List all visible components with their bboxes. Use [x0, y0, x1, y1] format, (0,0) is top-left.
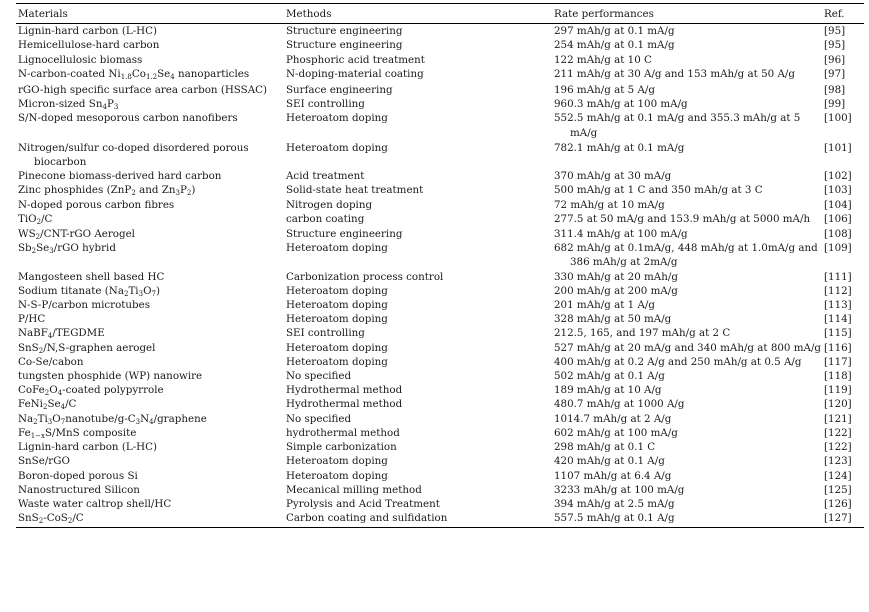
cell-material-text: Mangosteen shell based HC — [18, 270, 165, 283]
cell-method-text: Heteroatom doping — [286, 455, 388, 468]
cell-ref — [824, 83, 864, 97]
table-row — [16, 511, 864, 528]
cell-ref — [824, 284, 864, 298]
cell-material — [16, 24, 286, 38]
cell-method — [286, 355, 554, 369]
cell-material — [16, 284, 286, 298]
cell-rate — [554, 298, 824, 312]
cell-rate-text: 1014.7 mAh/g at 2 A/g — [554, 412, 672, 425]
cell-rate — [554, 24, 824, 38]
cell-rate — [554, 412, 824, 426]
table-row — [16, 383, 864, 397]
cell-ref — [824, 241, 864, 269]
cell-rate — [554, 284, 824, 298]
cell-rate — [554, 326, 824, 340]
cell-rate — [554, 312, 824, 326]
cell-method-text: Heteroatom doping — [286, 355, 388, 368]
cell-rate — [554, 67, 824, 81]
cell-method-text: Heteroatom doping — [286, 141, 388, 154]
cell-method — [286, 426, 554, 440]
cell-material-text: $FeNi_2Se_4/C$ — [18, 398, 77, 412]
cell-material — [16, 227, 286, 241]
cell-material — [16, 469, 286, 483]
cell-rate-text: 211 mAh/g at 30 A/g and 153 mAh/g at 50 A/g — [554, 67, 795, 80]
cell-method-text: Structure engineering — [286, 39, 403, 52]
cell-rate — [554, 483, 824, 497]
cell-rate-text: 557.5 mAh/g at 0.1 A/g — [554, 512, 675, 525]
cell-material — [16, 111, 286, 139]
table-row — [16, 270, 864, 284]
cell-ref-text: [114] — [824, 313, 852, 326]
cell-material — [16, 511, 286, 525]
cell-ref-text: [119] — [824, 384, 852, 397]
cell-method-text: Pyrolysis and Acid Treatment — [286, 497, 440, 510]
cell-method — [286, 169, 554, 183]
cell-method — [286, 270, 554, 284]
cell-method — [286, 312, 554, 326]
cell-method — [286, 83, 554, 97]
cell-rate-text: 330 mAh/g at 20 mAh/g — [554, 270, 678, 283]
cell-rate — [554, 440, 824, 454]
cell-rate-text: 552.5 mAh/g at 0.1 mA/g and 355.3 mAh/g at 5 mA/g — [554, 112, 801, 139]
cell-method-text: Heteroatom doping — [286, 469, 388, 482]
cell-rate — [554, 497, 824, 511]
cell-material-text: P/HC — [18, 313, 46, 326]
cell-ref-text: [127] — [824, 512, 852, 525]
cell-method — [286, 497, 554, 511]
header-ref: Ref. — [824, 8, 845, 20]
cell-material — [16, 397, 286, 411]
cell-method — [286, 212, 554, 226]
cell-method — [286, 198, 554, 212]
table-row — [16, 312, 864, 326]
cell-ref-text: [125] — [824, 483, 852, 496]
table-row — [16, 83, 864, 97]
cell-material — [16, 141, 286, 169]
cell-ref — [824, 270, 864, 284]
cell-ref-text: [118] — [824, 370, 852, 383]
cell-method-text: Heteroatom doping — [286, 112, 388, 125]
cell-ref — [824, 383, 864, 397]
cell-ref-text: [121] — [824, 412, 852, 425]
cell-ref-text: [96] — [824, 53, 846, 66]
table-row — [16, 454, 864, 468]
cell-material-text: Waste water caltrop shell/HC — [18, 497, 172, 510]
table-row — [16, 412, 864, 426]
cell-ref-text: [111] — [824, 270, 852, 283]
cell-material — [16, 369, 286, 383]
table-row — [16, 440, 864, 454]
cell-rate-text: 420 mAh/g at 0.1 A/g — [554, 455, 665, 468]
cell-ref — [824, 141, 864, 169]
cell-material-text: Lignocellulosic biomass — [18, 53, 143, 66]
cell-material — [16, 412, 286, 426]
cell-rate — [554, 383, 824, 397]
cell-method — [286, 483, 554, 497]
cell-material-text: N-S-P/carbon microtubes — [18, 299, 151, 312]
table-row — [16, 38, 864, 52]
cell-rate — [554, 454, 824, 468]
cell-rate — [554, 397, 824, 411]
cell-material — [16, 326, 286, 340]
cell-rate — [554, 169, 824, 183]
cell-method-text: Structure engineering — [286, 228, 403, 241]
cell-method-text: Carbon coating and sulfidation — [286, 512, 448, 525]
table-row — [16, 227, 864, 241]
cell-rate — [554, 97, 824, 111]
cell-rate — [554, 53, 824, 67]
cell-ref-text: [102] — [824, 170, 852, 183]
cell-material — [16, 341, 286, 355]
cell-method — [286, 440, 554, 454]
cell-method — [286, 241, 554, 269]
table-row — [16, 426, 864, 440]
table-row — [16, 497, 864, 511]
table-body — [16, 24, 864, 528]
header-methods: Methods — [286, 8, 332, 20]
cell-material-text: Lignin-hard carbon (L-HC) — [18, 441, 158, 454]
cell-method-text: Structure engineering — [286, 25, 403, 38]
cell-material-text: Hemicellulose-hard carbon — [18, 39, 160, 52]
cell-method — [286, 454, 554, 468]
cell-material-text: $Na_2Ti_3O_7nanotube/g-C_3N_4$/graphene — [18, 412, 207, 426]
cell-rate — [554, 426, 824, 440]
cell-rate-text: 298 mAh/g at 0.1 C — [554, 441, 656, 454]
cell-rate-text: 782.1 mAh/g at 0.1 mA/g — [554, 141, 685, 154]
cell-ref-text: [123] — [824, 455, 852, 468]
cell-ref-text: [112] — [824, 284, 852, 297]
table-row — [16, 483, 864, 497]
cell-ref — [824, 67, 864, 81]
cell-material-text: Co-Se/cabon — [18, 355, 84, 368]
table-row — [16, 169, 864, 183]
cell-method — [286, 469, 554, 483]
cell-material-text: NaBF$_4$/TEGDME — [18, 327, 105, 341]
cell-ref — [824, 111, 864, 139]
cell-rate-text: 527 mAh/g at 20 mA/g and 340 mAh/g at 800 mA/g — [554, 341, 822, 354]
table-row — [16, 326, 864, 340]
cell-rate — [554, 38, 824, 52]
cell-material-text: S/N-doped mesoporous carbon nanofibers — [18, 112, 238, 125]
header-materials: Materials — [18, 8, 68, 20]
table-row — [16, 97, 864, 111]
cell-material-text: SnS$_2$/N,S-graphen aerogel — [18, 341, 156, 355]
cell-method-text: Hydrothermal method — [286, 398, 403, 411]
cell-rate-text: 602 mAh/g at 100 mA/g — [554, 426, 678, 439]
table-row — [16, 67, 864, 83]
cell-method-text: Heteroatom doping — [286, 299, 388, 312]
cell-method-text: Nitrogen doping — [286, 198, 373, 211]
cell-material — [16, 97, 286, 111]
cell-material — [16, 312, 286, 326]
cell-rate-text: 960.3 mAh/g at 100 mA/g — [554, 98, 688, 111]
cell-method — [286, 38, 554, 52]
cell-ref-text: [126] — [824, 497, 852, 510]
cell-material-text: TiO$_2$/C — [18, 212, 53, 226]
cell-method-text: N-doping-material coating — [286, 67, 424, 80]
cell-method-text: Heteroatom doping — [286, 313, 388, 326]
cell-method-text: hydrothermal method — [286, 426, 400, 439]
cell-ref-text: [108] — [824, 228, 852, 241]
cell-material — [16, 383, 286, 397]
cell-material — [16, 454, 286, 468]
cell-ref — [824, 412, 864, 426]
cell-rate — [554, 270, 824, 284]
cell-material-text: Nitrogen/sulfur co-doped disordered porous biocarbon — [18, 141, 249, 169]
cell-method-text: No specified — [286, 370, 352, 383]
cell-method-text: Heteroatom doping — [286, 284, 388, 297]
cell-material — [16, 169, 286, 183]
cell-method — [286, 284, 554, 298]
cell-method — [286, 97, 554, 111]
table-row — [16, 111, 864, 140]
data-table — [16, 3, 864, 528]
cell-rate-text: 254 mAh/g at 0.1 mA/g — [554, 39, 675, 52]
cell-rate — [554, 183, 824, 197]
table-row — [16, 183, 864, 197]
cell-rate-text: 370 mAh/g at 30 mA/g — [554, 170, 672, 183]
cell-material-text: $Fe_{1-x}S$/MnS composite — [18, 426, 137, 440]
cell-material-text: Lignin-hard carbon (L-HC) — [18, 25, 158, 38]
cell-material-text: Boron-doped porous Si — [18, 469, 138, 482]
cell-ref-text: [101] — [824, 141, 852, 154]
cell-ref — [824, 454, 864, 468]
cell-ref-text: [104] — [824, 198, 852, 211]
cell-ref — [824, 227, 864, 241]
cell-method — [286, 511, 554, 525]
cell-ref-text: [117] — [824, 355, 852, 368]
cell-method — [286, 67, 554, 81]
cell-method-text: Mecanical milling method — [286, 483, 422, 496]
cell-ref-text: [98] — [824, 84, 846, 97]
cell-rate — [554, 341, 824, 355]
cell-method — [286, 141, 554, 169]
cell-method-text: SEI controlling — [286, 98, 365, 111]
cell-method — [286, 183, 554, 197]
cell-rate-text: 480.7 mAh/g at 1000 A/g — [554, 398, 685, 411]
cell-rate — [554, 83, 824, 97]
cell-material — [16, 198, 286, 212]
cell-rate-text: 500 mAh/g at 1 C and 350 mAh/g at 3 C — [554, 184, 763, 197]
cell-rate — [554, 212, 824, 226]
cell-material — [16, 83, 286, 97]
cell-rate-text: 297 mAh/g at 0.1 mA/g — [554, 25, 675, 38]
cell-ref-text: [103] — [824, 184, 852, 197]
table-row — [16, 241, 864, 269]
cell-ref — [824, 440, 864, 454]
cell-material — [16, 53, 286, 67]
cell-ref-text: [122] — [824, 441, 852, 454]
cell-material — [16, 497, 286, 511]
table-row — [16, 369, 864, 383]
cell-method — [286, 53, 554, 67]
cell-material-text: rGO-high specific surface area carbon (HSSAC) — [18, 84, 268, 97]
cell-material — [16, 38, 286, 52]
cell-ref — [824, 483, 864, 497]
cell-material — [16, 355, 286, 369]
cell-rate — [554, 355, 824, 369]
table-row — [16, 341, 864, 355]
cell-ref-text: [120] — [824, 398, 852, 411]
cell-ref-text: [95] — [824, 39, 846, 52]
cell-material — [16, 67, 286, 81]
cell-method-text: Phosphoric acid treatment — [286, 53, 425, 66]
cell-rate-text: 328 mAh/g at 50 mA/g — [554, 313, 672, 326]
cell-material-text: $CoFe_2O_4$-coated polypyrrole — [18, 384, 164, 398]
cell-ref-text: [95] — [824, 25, 846, 38]
cell-method-text: Solid-state heat treatment — [286, 184, 424, 197]
cell-rate-text: 277.5 at 50 mA/g and 153.9 mAh/g at 5000 mA/h — [554, 212, 811, 225]
cell-ref-text: [122] — [824, 426, 852, 439]
cell-ref-text: [97] — [824, 67, 846, 80]
cell-rate — [554, 227, 824, 241]
cell-method — [286, 227, 554, 241]
cell-rate — [554, 369, 824, 383]
cell-method-text: Heteroatom doping — [286, 242, 388, 255]
cell-material — [16, 212, 286, 226]
cell-ref — [824, 369, 864, 383]
cell-method — [286, 341, 554, 355]
table-row — [16, 53, 864, 67]
table-row — [16, 469, 864, 483]
cell-method-text: SEI controlling — [286, 327, 365, 340]
cell-ref — [824, 326, 864, 340]
cell-ref — [824, 469, 864, 483]
cell-ref-text: [106] — [824, 212, 852, 225]
cell-ref — [824, 97, 864, 111]
cell-rate-text: 196 mAh/g at 5 A/g — [554, 84, 655, 97]
table-row — [16, 397, 864, 411]
cell-rate-text: 189 mAh/g at 10 A/g — [554, 384, 662, 397]
cell-ref-text: [115] — [824, 327, 852, 340]
cell-method-text: Hydrothermal method — [286, 384, 403, 397]
cell-method — [286, 383, 554, 397]
cell-material-text: $WS_2/CNT$-rGO Aerogel — [18, 228, 135, 242]
cell-ref — [824, 511, 864, 525]
cell-ref — [824, 298, 864, 312]
table-row — [16, 141, 864, 169]
cell-method-text: Surface engineering — [286, 84, 393, 97]
cell-rate-text: 394 mAh/g at 2.5 mA/g — [554, 497, 675, 510]
cell-material-text: Nanostructured Silicon — [18, 483, 140, 496]
cell-material-text: Sodium titanate $(Na_2Ti_3O_7)$ — [18, 284, 161, 298]
table-row — [16, 298, 864, 312]
cell-rate-text: 1107 mAh/g at 6.4 A/g — [554, 469, 672, 482]
cell-rate-text: 200 mAh/g at 200 mA/g — [554, 284, 678, 297]
header-rate: Rate performances — [554, 8, 654, 20]
table-header-row — [16, 3, 864, 24]
cell-ref — [824, 426, 864, 440]
cell-method — [286, 369, 554, 383]
cell-method-text: Simple carbonization — [286, 441, 397, 454]
cell-ref-text: [109] — [824, 242, 852, 255]
cell-rate-text: 201 mAh/g at 1 A/g — [554, 299, 655, 312]
cell-ref — [824, 212, 864, 226]
cell-ref — [824, 397, 864, 411]
cell-method — [286, 24, 554, 38]
cell-ref-text: [100] — [824, 112, 852, 125]
cell-ref — [824, 497, 864, 511]
cell-material — [16, 183, 286, 197]
cell-ref — [824, 355, 864, 369]
cell-material-text: Zinc phosphides (ZnP$_2$ and $Zn_3P_2$) — [18, 184, 196, 198]
cell-ref — [824, 312, 864, 326]
cell-rate — [554, 511, 824, 525]
cell-rate — [554, 141, 824, 169]
cell-ref — [824, 24, 864, 38]
cell-rate-text: 3233 mAh/g at 100 mA/g — [554, 483, 685, 496]
cell-rate-text: 400 mAh/g at 0.2 A/g and 250 mAh/g at 0.5 A/g — [554, 355, 802, 368]
cell-method — [286, 298, 554, 312]
cell-material — [16, 270, 286, 284]
cell-ref — [824, 198, 864, 212]
cell-rate-text: 682 mAh/g at 0.1mA/g, 448 mAh/g at 1.0mA/g and 386 mAh/g at 2mA/g — [554, 242, 818, 269]
cell-material-text: Pinecone biomass-derived hard carbon — [18, 170, 222, 183]
cell-rate-text: 212.5, 165, and 197 mAh/g at 2 C — [554, 327, 731, 340]
cell-ref — [824, 341, 864, 355]
cell-material-text: $Sb_2Se_3$/rGO hybrid — [18, 242, 116, 256]
cell-method-text: Acid treatment — [286, 170, 365, 183]
cell-method — [286, 326, 554, 340]
cell-rate — [554, 198, 824, 212]
cell-ref-text: [99] — [824, 98, 846, 111]
table-row — [16, 24, 864, 38]
cell-material — [16, 483, 286, 497]
cell-ref-text: [124] — [824, 469, 852, 482]
cell-material — [16, 426, 286, 440]
cell-material-text: SnSe/rGO — [18, 455, 70, 468]
table-row — [16, 284, 864, 298]
cell-ref — [824, 53, 864, 67]
cell-method — [286, 397, 554, 411]
table-row — [16, 198, 864, 212]
cell-rate-text: 122 mAh/g at 10 C — [554, 53, 652, 66]
cell-rate — [554, 469, 824, 483]
cell-method — [286, 111, 554, 139]
table-row — [16, 355, 864, 369]
cell-ref — [824, 183, 864, 197]
cell-rate — [554, 241, 824, 269]
cell-material-text: N-carbon-coated $Ni_{1.8}Co_{1.2}Se_4$ nanoparticles — [18, 67, 250, 81]
cell-material — [16, 298, 286, 312]
cell-method-text: Heteroatom doping — [286, 341, 388, 354]
cell-material-text: N-doped porous carbon fibres — [18, 198, 175, 211]
cell-rate-text: 502 mAh/g at 0.1 A/g — [554, 370, 665, 383]
cell-method-text: No specified — [286, 412, 352, 425]
cell-material — [16, 440, 286, 454]
cell-ref — [824, 169, 864, 183]
cell-material-text: tungsten phosphide (WP) nanowire — [18, 370, 203, 383]
cell-rate-text: 72 mAh/g at 10 mA/g — [554, 198, 665, 211]
cell-ref-text: [116] — [824, 341, 852, 354]
cell-ref — [824, 38, 864, 52]
cell-rate-text: 311.4 mAh/g at 100 mA/g — [554, 228, 688, 241]
cell-material-text: Micron-sized $Sn_4P_3$ — [18, 98, 119, 112]
cell-material-text: SnS$_2$-CoS$_2$/C — [18, 512, 84, 526]
cell-method-text: carbon coating — [286, 212, 365, 225]
cell-material — [16, 241, 286, 269]
cell-rate — [554, 111, 824, 139]
cell-method — [286, 412, 554, 426]
cell-ref-text: [113] — [824, 299, 852, 312]
table-row — [16, 212, 864, 227]
cell-method-text: Carbonization process control — [286, 270, 444, 283]
